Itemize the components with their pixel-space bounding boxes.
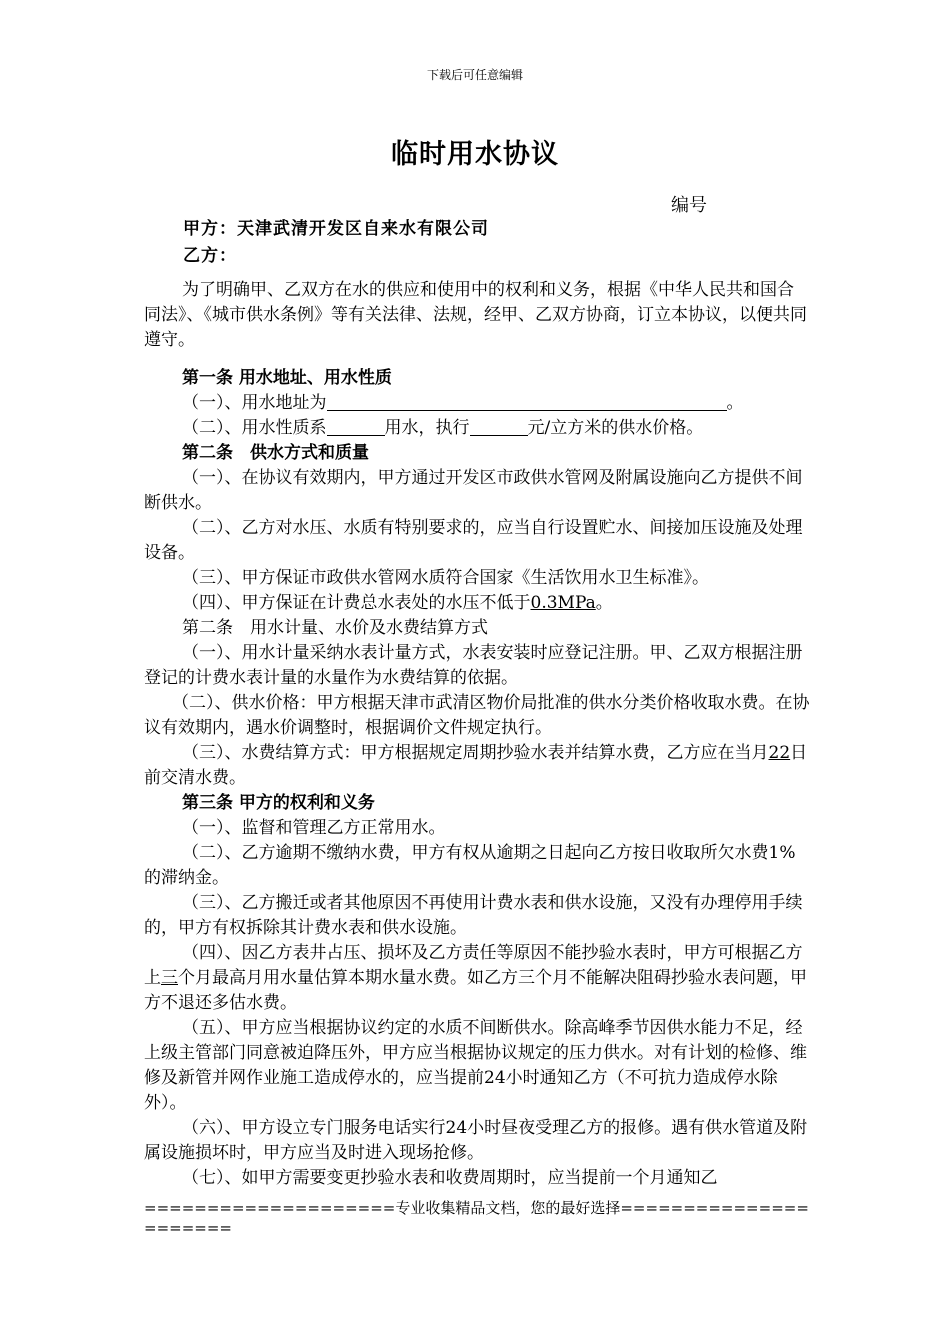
- agreement-body: [144, 278, 810, 1191]
- article-1-heading: 第一条 用水地址、用水性质: [182, 368, 392, 388]
- article-2-heading: 第二条 供水方式和质量: [182, 443, 369, 463]
- usage-type-blank: [327, 417, 385, 436]
- article-2b-item-2: （二）、供水价格：甲方根据天津市武清区物价局批准的供水分类价格收取水费。在协议有效期内，遇水价调整时，根据调价文件规定执行。: [144, 693, 810, 738]
- article-1-item-1: （一）、用水地址为 。: [182, 393, 744, 413]
- header-note: 下载后可任意编辑: [426, 68, 523, 82]
- article-2-item-2: （二）、乙方对水压、水质有特别要求的，应当自行设置贮水、间接加压设施及处理设备。: [144, 518, 803, 563]
- price-blank: [470, 417, 528, 436]
- party-b: 乙方：: [183, 246, 237, 266]
- address-blank: [327, 392, 727, 411]
- months-value: 三: [161, 968, 178, 988]
- article-1-item-2: （二）、用水性质系 用水，执行 元/立方米的供水价格。: [182, 418, 704, 438]
- article-3-item-4: （四）、因乙方表井占压、损坏及乙方责任等原因不能抄验水表时，甲方可根据乙方上三个月最高月用水量估算本期水量水费。如乙方三个月不能解决阻碍抄验水表问题，甲方不退还多估水费。: [144, 943, 807, 1013]
- article-2-item-3: （三）、甲方保证市政供水管网水质符合国家《生活饮用水卫生标准》。: [182, 568, 709, 588]
- footer-banner: ====================专业收集精品文档，您的最好选择======================: [144, 1199, 809, 1237]
- party-a: 甲方：天津武清开发区自来水有限公司: [183, 219, 489, 239]
- article-2-item-1: （一）、在协议有效期内，甲方通过开发区市政供水管网及附属设施向乙方提供不间断供水。: [144, 468, 803, 513]
- intro-paragraph: 为了明确甲、乙双方在水的供应和使用中的权利和义务，根据《中华人民共和国合同法》、《城市供水条例》等有关法律、法规，经甲、乙双方协商，订立本协议，以便共同遵守。: [144, 280, 807, 350]
- number-label: 编号: [671, 195, 707, 216]
- article-3-item-2: （二）、乙方逾期不缴纳水费，甲方有权从逾期之日起向乙方按日收取所欠水费1%的滞纳金。: [144, 843, 796, 888]
- article-3-heading: 第三条 甲方的权利和义务: [182, 793, 375, 813]
- document-title: 临时用水协议: [391, 139, 559, 170]
- due-day-value: 22: [768, 743, 791, 763]
- article-2b-heading: 第二条 用水计量、水价及水费结算方式: [182, 618, 488, 638]
- article-3-item-5: （五）、甲方应当根据协议约定的水质不间断供水。除高峰季节因供水能力不足，经上级主管部门同意被迫降压外，甲方应当根据协议规定的压力供水。对有计划的检修、维修及新管并网作业施工造成停水的，应当提前24小时通知乙方（不可抗力造成停水除外）。: [144, 1018, 807, 1113]
- article-3-item-7: （七）、如甲方需要变更抄验水表和收费周期时，应当提前一个月通知乙: [182, 1168, 718, 1188]
- article-3-item-1: （一）、监督和管理乙方正常用水。: [182, 818, 446, 838]
- article-2b-item-1: （一）、用水计量采纳水表计量方式，水表安装时应登记注册。甲、乙双方根据注册登记的计费水表计量的水量作为水费结算的依据。: [144, 643, 803, 688]
- article-3-item-3: （三）、乙方搬迁或者其他原因不再使用计费水表和供水设施，又没有办理停用手续的，甲方有权拆除其计费水表和供水设施。: [144, 893, 803, 938]
- article-2b-item-3: （三）、水费结算方式：甲方根据规定周期抄验水表并结算水费，乙方应在当月22日前交清水费。: [144, 743, 808, 788]
- article-2-item-4: （四）、甲方保证在计费总水表处的水压不低于0.3MPa。: [182, 593, 613, 613]
- article-3-item-6: （六）、甲方设立专门服务电话实行24小时昼夜受理乙方的报修。遇有供水管道及附属设施损坏时，甲方应当及时进入现场抢修。: [144, 1118, 808, 1163]
- pressure-value: 0.3MPa: [530, 593, 596, 613]
